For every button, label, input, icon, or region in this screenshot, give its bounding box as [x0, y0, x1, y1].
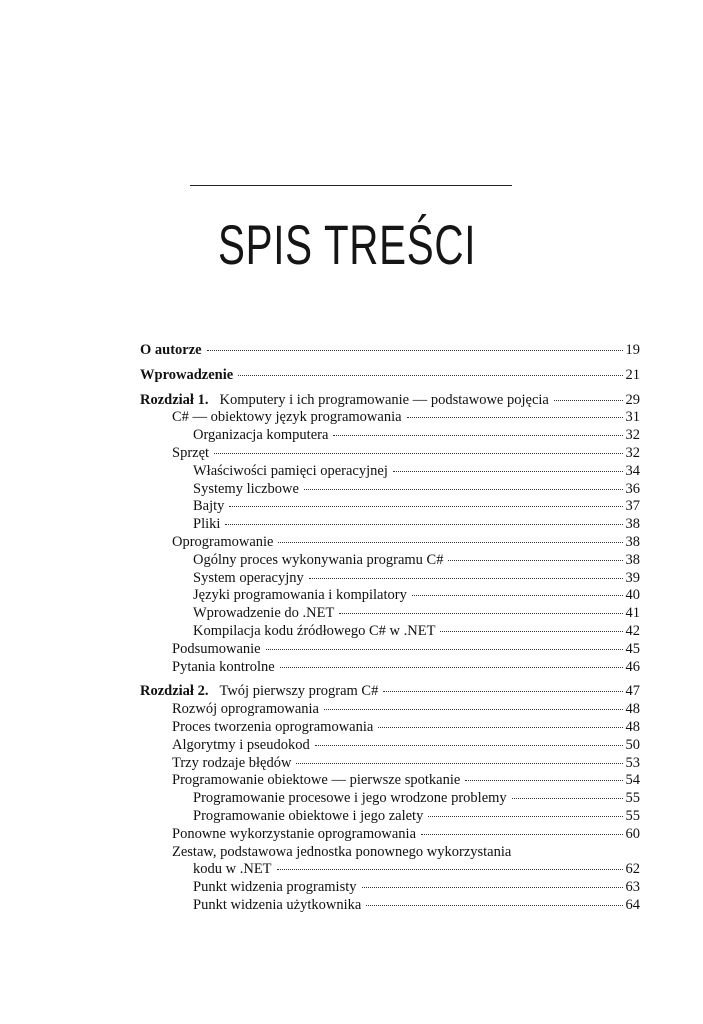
toc-entry: [140, 808, 640, 826]
toc-dot-leader: [324, 709, 623, 710]
toc-entry: [140, 897, 640, 915]
toc-entry-title: Języki programowania i kompilatory: [193, 587, 407, 604]
toc-dot-leader: [554, 400, 623, 401]
toc-entry: [140, 826, 640, 844]
toc-dot-leader: [225, 524, 622, 525]
toc-page-number: 21: [625, 366, 640, 383]
toc-dot-leader: [304, 489, 623, 490]
toc-entry-title: Komputery i ich programowanie — podstawowe pojęcia: [219, 391, 549, 408]
toc-page-number: 50: [625, 736, 640, 753]
toc-dot-leader: [333, 435, 622, 436]
toc-chapter-number: Rozdział 2.: [140, 683, 209, 700]
toc-entry-title: Twój pierwszy program C#: [219, 683, 379, 700]
toc-entry-title: kodu w .NET: [193, 861, 272, 878]
toc-dot-leader: [296, 763, 622, 764]
toc-entry: [140, 641, 640, 659]
toc-entry: [140, 701, 640, 719]
toc-entry-title: O autorze: [140, 342, 202, 358]
toc-page-number: 31: [625, 409, 640, 426]
toc-entry: [140, 409, 640, 427]
toc-dot-leader: [266, 649, 623, 650]
toc-entry: [140, 879, 640, 897]
toc-dot-leader: [229, 506, 622, 507]
toc-dot-leader: [440, 631, 622, 632]
toc-dot-leader: [428, 816, 622, 817]
toc-page-number: 39: [625, 569, 640, 586]
toc-dot-leader: [278, 542, 622, 543]
toc-entry-title: Podsumowanie: [172, 640, 261, 657]
toc-page-number: 38: [625, 516, 640, 533]
toc-page-number: 53: [625, 754, 640, 771]
toc-page-number: 48: [625, 718, 640, 735]
toc-dot-leader: [412, 595, 623, 596]
toc-page-number: 60: [625, 825, 640, 842]
toc-entry: [140, 683, 640, 701]
toc-entry: [140, 463, 640, 481]
title-rule: [190, 185, 512, 186]
toc-entry-title: Rozwój oprogramowania: [172, 701, 319, 718]
toc-entry-title: Właściwości pamięci operacyjnej: [193, 462, 388, 479]
toc-entry-title: Oprogramowanie: [172, 533, 274, 550]
toc-dot-leader: [362, 887, 623, 888]
toc-dot-leader: [378, 727, 622, 728]
toc-entry-title: System operacyjny: [193, 569, 304, 586]
toc-page-number: 45: [625, 640, 640, 657]
toc-dot-leader: [315, 745, 623, 746]
toc-entry: [140, 427, 640, 445]
toc-page-number: 32: [625, 444, 640, 461]
toc-entry: [140, 659, 640, 677]
toc-entry-title: Algorytmy i pseudokod: [172, 736, 310, 753]
toc-entry: [140, 587, 640, 605]
toc-entry-title: Punkt widzenia użytkownika: [193, 896, 362, 913]
toc-chapter-number: Rozdział 1.: [140, 391, 209, 408]
toc-entry: [140, 342, 640, 360]
toc-page-number: 62: [625, 861, 640, 878]
toc-entry-title: Punkt widzenia programisty: [193, 879, 357, 896]
toc-entry: [140, 719, 640, 737]
toc-dot-leader: [309, 578, 623, 579]
toc-dot-leader: [238, 375, 622, 376]
toc-page-number: 34: [625, 462, 640, 479]
toc-entry-title: Programowanie obiektowe i jego zalety: [193, 807, 424, 824]
toc-page-number: 36: [625, 480, 640, 497]
toc-dot-leader: [448, 560, 622, 561]
toc-entry-title: Pytania kontrolne: [172, 658, 275, 675]
toc-entry-title: Ogólny proces wykonywania programu C#: [193, 551, 444, 568]
toc-entry-title: Programowanie procesowe i jego wrodzone problemy: [193, 790, 507, 807]
toc-entry: [140, 737, 640, 755]
toc-entry: [140, 516, 640, 534]
toc-entry-title: Programowanie obiektowe — pierwsze spotkanie: [172, 772, 461, 789]
toc-entry: [140, 790, 640, 808]
toc-page-number: 41: [625, 605, 640, 622]
toc-page-number: 29: [625, 391, 640, 408]
toc-page-number: 55: [625, 790, 640, 807]
toc-page-number: 37: [625, 498, 640, 515]
toc-page-number: 42: [625, 622, 640, 639]
page-title: SPIS TREŚCI: [218, 213, 477, 276]
toc-entry: [140, 623, 640, 641]
toc-page-number: 19: [625, 342, 640, 358]
toc-entry-title: Pliki: [193, 516, 221, 533]
toc-entry-title: Zestaw, podstawowa jednostka ponownego wykorzystania: [172, 843, 512, 860]
toc-entry: [140, 570, 640, 588]
toc-dot-leader: [421, 834, 622, 835]
toc-entry-title: Ponowne wykorzystanie oprogramowania: [172, 825, 417, 842]
toc-entry-title: Sprzęt: [172, 444, 210, 461]
toc-entry-title: C# — obiektowy język programowania: [172, 409, 402, 426]
toc-entry-title: Kompilacja kodu źródłowego C# w .NET: [193, 622, 436, 639]
toc-entry: [140, 552, 640, 570]
toc-dot-leader: [383, 691, 622, 692]
toc-page-number: 64: [625, 896, 640, 913]
toc-page-number: 47: [625, 683, 640, 700]
toc-dot-leader: [512, 798, 623, 799]
toc-page-number: 40: [625, 587, 640, 604]
toc-page-number: 54: [625, 772, 640, 789]
toc-page-number: 46: [625, 658, 640, 675]
toc-dot-leader: [407, 417, 623, 418]
toc-dot-leader: [465, 780, 622, 781]
toc-dot-leader: [366, 905, 622, 906]
table-of-contents: [140, 342, 640, 915]
toc-entry: [140, 772, 640, 790]
toc-page-number: 38: [625, 533, 640, 550]
toc-dot-leader: [393, 471, 623, 472]
toc-entry-title: Proces tworzenia oprogramowania: [172, 718, 374, 735]
toc-dot-leader: [214, 453, 622, 454]
toc-page-number: 32: [625, 427, 640, 444]
toc-dot-leader: [207, 350, 623, 351]
toc-dot-leader: [280, 667, 623, 668]
toc-entry-title: Trzy rodzaje błędów: [172, 754, 292, 771]
toc-entry-title: Bajty: [193, 498, 225, 515]
toc-page-number: 48: [625, 701, 640, 718]
toc-entry: [140, 861, 640, 879]
toc-page-number: 63: [625, 879, 640, 896]
toc-dot-leader: [339, 613, 622, 614]
toc-entry: [140, 392, 640, 410]
toc-entry: [140, 605, 640, 623]
toc-entry: [140, 534, 640, 552]
toc-entry-title: Wprowadzenie: [140, 366, 234, 383]
toc-page-number: 55: [625, 807, 640, 824]
toc-entry: [140, 844, 640, 862]
toc-entry-title: Organizacja komputera: [193, 427, 329, 444]
toc-entry-title: Systemy liczbowe: [193, 480, 299, 497]
toc-page-number: 38: [625, 551, 640, 568]
toc-entry: [140, 481, 640, 499]
toc-entry: [140, 498, 640, 516]
toc-dot-leader: [277, 869, 623, 870]
toc-entry: [140, 367, 640, 385]
toc-entry: [140, 445, 640, 463]
toc-entry: [140, 755, 640, 773]
toc-entry-title: Wprowadzenie do .NET: [193, 605, 335, 622]
